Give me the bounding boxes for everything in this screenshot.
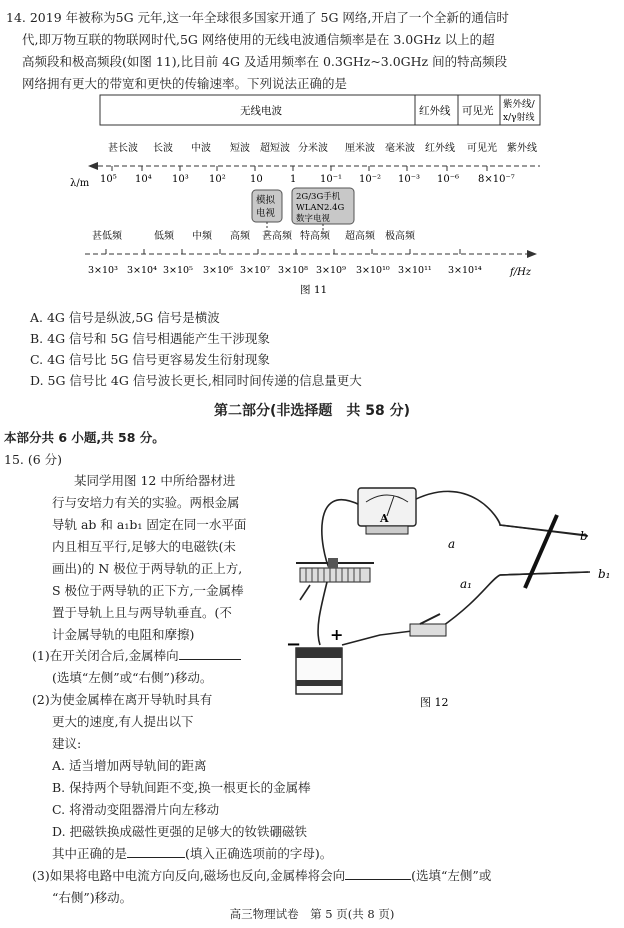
wave-0: 甚长波 (108, 143, 138, 154)
answer-blank-2[interactable] (127, 845, 185, 858)
answer-blank-1[interactable] (179, 647, 241, 660)
q15-para: 画出)的 N 极位于两导轨的正上方, (52, 561, 243, 576)
f-tick: 3×10⁸ (278, 265, 308, 276)
fig11-caption: 图 11 (300, 284, 328, 296)
q15-part2-end-tail: (填入正确选项前的字母)。 (185, 846, 333, 861)
figure-12 (270, 460, 620, 720)
f-tick: 3×10¹⁴ (448, 265, 482, 276)
fig12-caption: 图 12 (420, 696, 449, 709)
q15-part3-text: (3)如果将电路中电流方向反向,磁场也反向,金属棒将会向 (32, 868, 346, 883)
freq-5: 特高频 (300, 231, 330, 242)
box1-line2: 电视 (256, 208, 276, 219)
q15-para: 行与安培力有关的实验。两根金属 (52, 495, 240, 510)
rail-b1-label: b₁ (598, 567, 611, 581)
q15-p2-option-a: A. 适当增加两导轨间的距离 (52, 758, 207, 773)
q15-p2-option-c: C. 将滑动变阻器滑片向左移动 (52, 802, 220, 817)
q14-option-a: A. 4G 信号是纵波,5G 信号是横波 (30, 310, 220, 325)
band-radio: 无线电波 (240, 105, 282, 117)
rail-b-label: b (580, 529, 588, 543)
wave-4: 超短波 (260, 143, 290, 154)
box2-line2: WLAN2.4G (296, 203, 345, 213)
q14-line-1: 14. 2019 年被称为5G 元年,这一年全球很多国家开通了 5G 网络,开启了一个全新的通信时 (6, 10, 509, 25)
answer-blank-3[interactable] (345, 867, 411, 880)
freq-7: 极高频 (385, 231, 415, 242)
q15-p2-option-d: D. 把磁铁换成磁性更强的足够大的钕铁硼磁铁 (52, 824, 308, 839)
q15-part1-text: (1)在开关闭合后,金属棒向 (32, 648, 179, 663)
wave-8: 红外线 (425, 143, 455, 154)
q14-line-3: 高频段和极高频段(如图 11),比目前 4G 及适用频率在 0.3GHz~3.0GHz 间的特高频段 (22, 54, 508, 69)
wave-2: 中波 (191, 143, 211, 154)
wave-9: 可见光 (467, 143, 497, 154)
q15-p2-option-b: B. 保持两个导轨间距不变,换一根更长的金属棒 (52, 780, 311, 795)
freq-0: 甚低频 (92, 231, 122, 242)
f-tick: 3×10⁷ (240, 265, 270, 276)
lambda-tick: 10⁻⁶ (437, 174, 460, 185)
q15-part3 (32, 866, 491, 884)
q14-option-d: D. 5G 信号比 4G 信号波长更长,相同时间传递的信息量更大 (30, 373, 362, 388)
f-tick: 3×10⁶ (203, 265, 233, 276)
box1-line1: 模拟 (256, 195, 276, 206)
q15-part2-line: 建议: (52, 736, 82, 751)
q15-part2-end-text: 其中正确的是 (52, 846, 128, 861)
q14-line-4: 网络拥有更大的带宽和更快的传输速率。下列说法正确的是 (22, 76, 348, 91)
part2-intro: 本部分共 6 小题,共 58 分。 (4, 430, 165, 445)
wave-6: 厘米波 (345, 143, 375, 154)
wave-3: 短波 (230, 143, 250, 154)
band-uv: 紫外线/ (503, 99, 535, 110)
q15-part2-end (52, 844, 332, 862)
lambda-tick: 10⁻³ (398, 174, 421, 185)
q15-part1 (32, 646, 241, 664)
f-axis-label: f/Hz (510, 267, 532, 278)
box2-line3: 数字电视 (296, 214, 331, 224)
q15-para: 某同学用图 12 中所给器材进 (74, 473, 236, 488)
rail-a1-label: a₁ (460, 577, 472, 591)
f-tick: 3×10⁵ (163, 265, 193, 276)
q15-para: S 极位于两导轨的正下方,一金属棒 (52, 583, 244, 598)
wave-10: 紫外线 (507, 143, 537, 154)
lambda-tick: 10⁵ (100, 174, 117, 185)
page-footer: 高三物理试卷 第 5 页(共 8 页) (229, 907, 395, 921)
q15-para: 置于导轨上且与两导轨垂直。(不 (52, 605, 232, 620)
lambda-tick: 8×10⁻⁷ (478, 174, 515, 185)
box2-line1: 2G/3G手机 (296, 192, 341, 202)
freq-4: 甚高频 (262, 231, 292, 242)
plus-terminal: + (330, 625, 344, 644)
f-tick: 3×10⁹ (316, 265, 346, 276)
freq-2: 中频 (192, 231, 212, 242)
minus-terminal: − (286, 634, 302, 655)
f-tick: 3×10⁴ (127, 265, 157, 276)
f-tick: 3×10³ (88, 265, 118, 276)
rail-a-label: a (448, 537, 456, 551)
q15-para: 内且相互平行,足够大的电磁铁(未 (52, 539, 236, 554)
q15-head: 15. (6 分) (4, 452, 63, 467)
q15-part1-cont: (选填“左侧”或“右侧”)移动。 (52, 670, 213, 685)
q15-part3-tail: (选填“左侧”或 (411, 868, 492, 883)
lambda-label: λ/m (70, 178, 90, 189)
lambda-tick: 10³ (172, 174, 189, 185)
lambda-tick: 10⁻¹ (320, 174, 343, 185)
part2-title: 第二部分(非选择题 共 58 分) (213, 403, 411, 419)
q14-line-2: 代,即万物互联的物联网时代,5G 网络使用的无线电波通信频率是在 3.0GHz 以上的超 (22, 32, 495, 47)
freq-1: 低频 (154, 231, 174, 242)
lambda-tick: 10⁴ (135, 174, 152, 185)
lambda-tick: 10⁻² (359, 174, 382, 185)
f-tick: 3×10¹⁰ (356, 265, 390, 276)
lambda-tick: 10 (250, 174, 263, 185)
q15-part2-line: 更大的速度,有人提出以下 (52, 714, 194, 729)
lambda-tick: 10² (209, 174, 226, 185)
figure-11 (0, 0, 624, 310)
q15-part3-cont: “右侧”)移动。 (52, 890, 133, 905)
freq-6: 超高频 (345, 231, 375, 242)
ammeter-label: A (380, 512, 389, 525)
f-tick: 3×10¹¹ (398, 265, 432, 276)
freq-3: 高频 (230, 231, 250, 242)
q15-para: 计金属导轨的电阻和摩擦) (52, 627, 195, 642)
band-visible: 可见光 (462, 105, 494, 117)
band-xray: x/γ射线 (503, 113, 535, 123)
band-infrared: 红外线 (419, 105, 451, 117)
lambda-tick: 1 (290, 174, 297, 185)
q14-option-b: B. 4G 信号和 5G 信号相遇能产生干涉现象 (30, 331, 270, 346)
q15-part2-line: (2)为使金属棒在离开导轨时具有 (32, 692, 213, 707)
q15-para: 导轨 ab 和 a₁b₁ 固定在同一水平面 (52, 517, 247, 532)
wave-5: 分米波 (298, 143, 328, 154)
q14-option-c: C. 4G 信号比 5G 信号更容易发生衍射现象 (30, 352, 270, 367)
wave-7: 毫米波 (385, 143, 415, 154)
wave-1: 长波 (153, 143, 173, 154)
